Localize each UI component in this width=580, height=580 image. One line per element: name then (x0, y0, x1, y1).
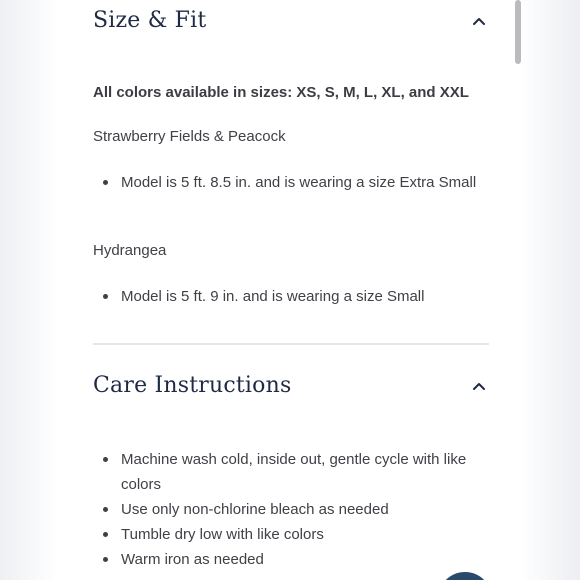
care-list (93, 447, 501, 572)
list-item: Tumble dry low with like colors (121, 522, 501, 547)
section-divider (93, 343, 489, 345)
size-fit-title: Size & Fit (93, 8, 207, 33)
fit-list (93, 284, 501, 309)
sizes-note: All colors available in sizes: XS, S, M, L, XL, and XXL (93, 84, 469, 101)
list-item: Machine wash cold, inside out, gentle cycle with like colors (121, 447, 501, 497)
chevron-up-icon[interactable] (471, 378, 487, 394)
fit-list (93, 170, 501, 195)
color-group-name: Hydrangea (93, 242, 167, 259)
care-header[interactable] (93, 373, 489, 398)
scrollbar-thumb[interactable] (515, 0, 521, 64)
list-item: Model is 5 ft. 9 in. and is wearing a size Small (121, 284, 501, 309)
list-item: Warm iron as needed (121, 547, 501, 572)
color-group-name: Strawberry Fields & Peacock (93, 128, 286, 145)
list-item: Model is 5 ft. 8.5 in. and is wearing a size Extra Small (121, 170, 501, 195)
chevron-up-icon[interactable] (471, 13, 487, 29)
list-item: Use only non-chlorine bleach as needed (121, 497, 501, 522)
care-title: Care Instructions (93, 373, 292, 398)
size-fit-header[interactable] (93, 8, 489, 33)
